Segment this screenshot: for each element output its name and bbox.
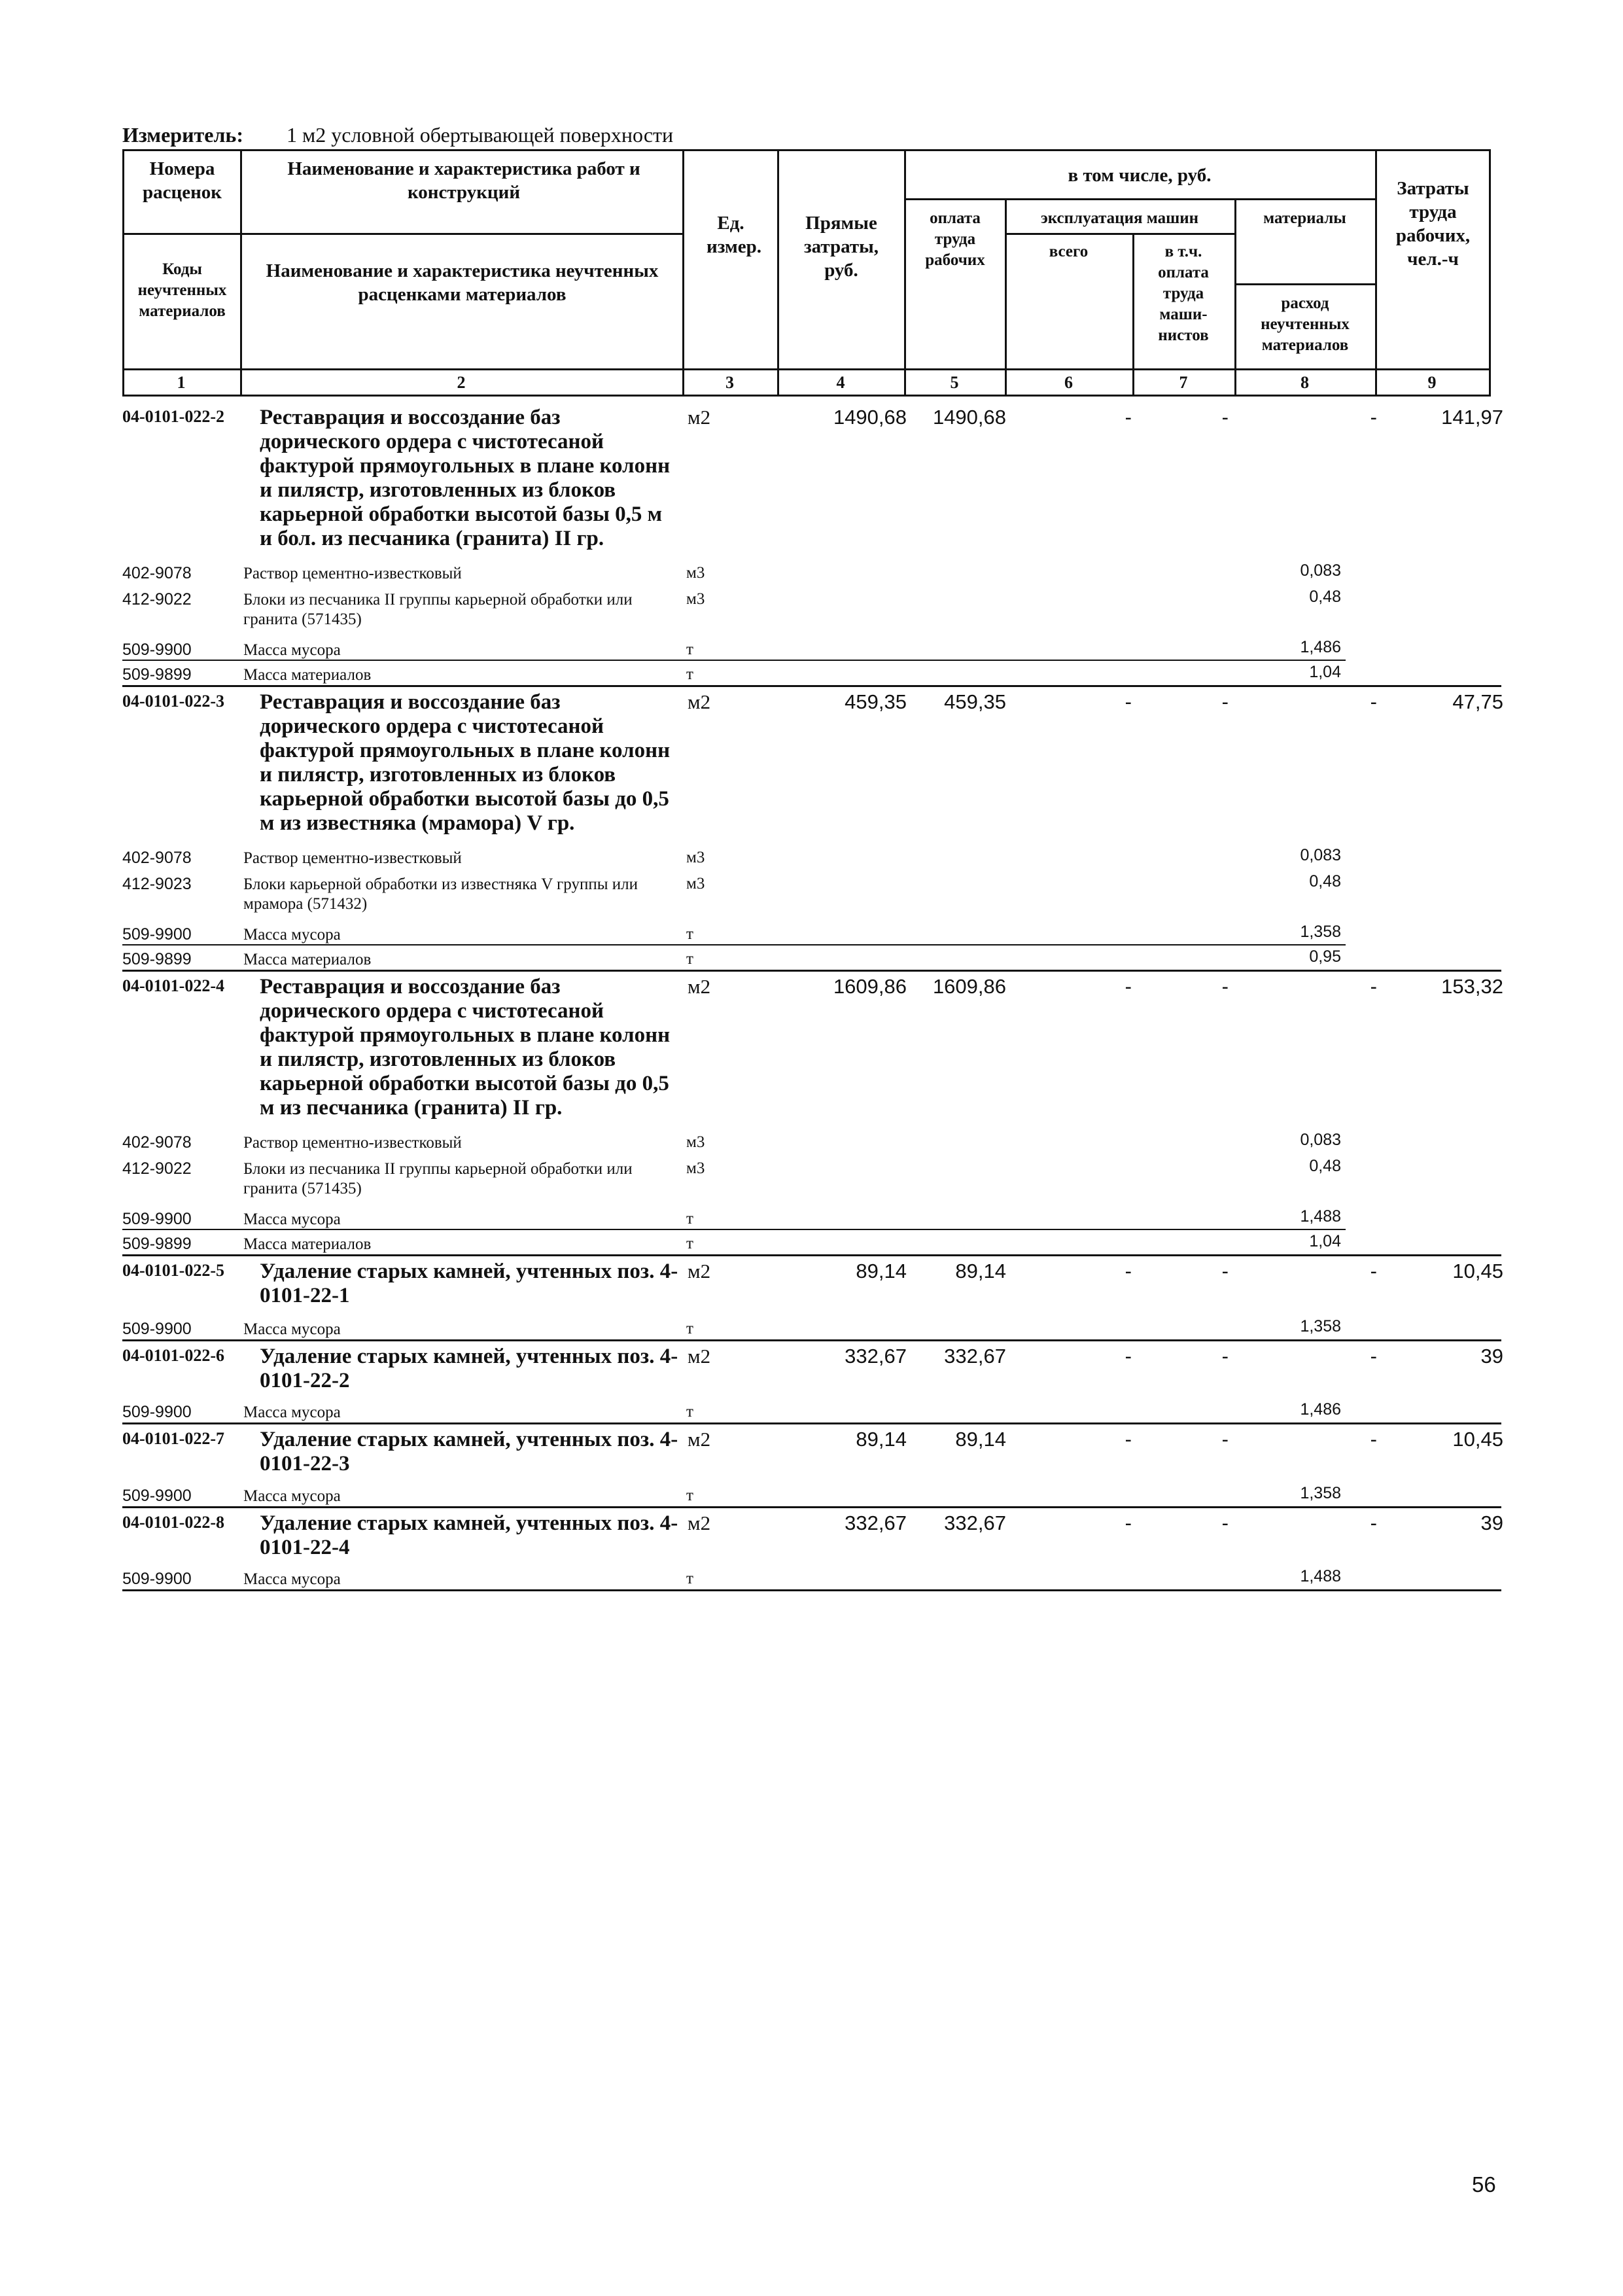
rate-machinist-pay: - (1221, 690, 1229, 713)
rate-description: Удаление старых камней, учтенных поз. 4-0101-22-3 (260, 1428, 678, 1475)
material-name: Масса мусора (243, 1404, 341, 1421)
rate-labor-pay: 1609,86 (932, 975, 1006, 998)
rate-labor-hours: 39 (1480, 1345, 1503, 1368)
material-name: Масса мусора (243, 926, 341, 944)
header-machinist-pay: в т.ч. оплата труда маши-нистов (1158, 243, 1209, 344)
material-qty: 1,04 (1309, 663, 1341, 681)
material-code: 509-9899 (122, 1235, 192, 1253)
header-including: в том числе, руб. (1068, 165, 1212, 186)
material-qty: 1,04 (1309, 1232, 1341, 1250)
material-unit: м3 (686, 1159, 705, 1177)
rate-unit: м2 (688, 1428, 711, 1451)
material-qty: 0,083 (1300, 561, 1341, 580)
material-code: 509-9900 (122, 1487, 192, 1505)
material-unit: м3 (686, 590, 705, 608)
rate-direct-costs: 332,67 (845, 1345, 907, 1368)
material-code: 412-9022 (122, 590, 192, 609)
rate-unit: м2 (688, 1345, 711, 1368)
rate-code: 04-0101-022-7 (122, 1429, 224, 1448)
material-unit: т (686, 641, 693, 658)
material-unit: т (686, 950, 693, 968)
rate-machinist-pay: - (1221, 1511, 1229, 1534)
rate-machines: - (1125, 690, 1132, 713)
rate-description: Удаление старых камней, учтенных поз. 4-0101-22-1 (260, 1260, 678, 1307)
material-unit: т (686, 665, 693, 683)
rate-code: 04-0101-022-5 (122, 1261, 224, 1280)
material-unit: м3 (686, 849, 705, 866)
material-unit: т (686, 1570, 693, 1587)
rate-labor-pay: 89,14 (955, 1428, 1006, 1451)
rate-labor-hours: 141,97 (1441, 406, 1503, 429)
rate-materials: - (1370, 1260, 1377, 1282)
col-num-1: 1 (177, 373, 186, 392)
material-qty: 1,488 (1300, 1207, 1341, 1226)
rate-description: Удаление старых камней, учтенных поз. 4-0101-22-4 (260, 1511, 678, 1559)
header-labor-pay: оплата труда рабочих (925, 209, 985, 269)
rate-machinist-pay: - (1221, 1428, 1229, 1451)
rate-labor-hours: 10,45 (1452, 1428, 1503, 1451)
rate-direct-costs: 1609,86 (833, 975, 907, 998)
rate-labor-hours: 47,75 (1452, 690, 1503, 713)
material-name: Масса материалов (243, 951, 372, 968)
rate-machinist-pay: - (1221, 975, 1229, 998)
col-num-7: 7 (1179, 373, 1188, 392)
header-material-consumption: расход неучтенных материалов (1261, 294, 1350, 354)
col-num-4: 4 (836, 373, 845, 392)
rate-labor-hours: 39 (1480, 1511, 1503, 1534)
meter-label: Измеритель: (122, 123, 243, 147)
header-materials: материалы (1263, 209, 1346, 227)
page-number: 56 (1472, 2172, 1496, 2197)
material-code: 509-9900 (122, 641, 192, 659)
rate-machines: - (1125, 1511, 1132, 1534)
material-code: 509-9899 (122, 665, 192, 684)
rate-code: 04-0101-022-8 (122, 1513, 224, 1532)
rate-labor-pay: 332,67 (944, 1345, 1006, 1368)
material-qty: 0,95 (1309, 947, 1341, 966)
material-unit: т (686, 1320, 693, 1337)
material-name: Раствор цементно-известковый (243, 1134, 462, 1152)
material-code: 509-9900 (122, 1403, 192, 1421)
col-num-2: 2 (457, 373, 466, 392)
material-code: 509-9900 (122, 1570, 192, 1588)
rate-machines: - (1125, 1345, 1132, 1368)
col-num-8: 8 (1300, 373, 1309, 392)
rate-code: 04-0101-022-2 (122, 407, 224, 426)
material-code: 509-9900 (122, 1320, 192, 1338)
material-name: Масса мусора (243, 1570, 341, 1588)
material-name: Масса мусора (243, 1487, 341, 1505)
rate-labor-hours: 153,32 (1441, 975, 1503, 998)
material-name: Блоки карьерной обработки из известняка V группы или мрамора (571432) (243, 875, 638, 913)
rate-labor-hours: 10,45 (1452, 1260, 1503, 1282)
material-code: 402-9078 (122, 564, 192, 582)
material-qty: 1,358 (1300, 1317, 1341, 1335)
material-unit: м3 (686, 564, 705, 582)
material-code: 412-9023 (122, 875, 192, 893)
material-name: Раствор цементно-известковый (243, 565, 462, 582)
rate-materials: - (1370, 1428, 1377, 1451)
material-unit: т (686, 925, 693, 943)
rate-machinist-pay: - (1221, 1345, 1229, 1368)
material-name: Масса мусора (243, 641, 341, 659)
meter-value: 1 м2 условной обертывающей поверхности (287, 123, 674, 147)
header-material-codes: Коды неучтенных материалов (137, 260, 227, 320)
rate-description: Реставрация и воссоздание баз дорического ордера с чистотесаной фактурой прямоугольных в плане колонн и пилястр, изготовленных из блоков карьерной обработки высотой базы до 0,5 м из песчаника (гранита) II гр. (260, 975, 671, 1120)
material-code: 412-9022 (122, 1159, 192, 1178)
header-rate-numbers: Номера расценок (143, 158, 222, 203)
material-name: Блоки из песчаника II группы карьерной обработки или гранита (571435) (243, 1160, 633, 1197)
material-unit: т (686, 1487, 693, 1504)
material-qty: 0,48 (1309, 1157, 1341, 1175)
material-name: Масса материалов (243, 1235, 372, 1253)
rate-description: Реставрация и воссоздание баз дорического ордера с чистотесаной фактурой прямоугольных в плане колонн и пилястр, изготовленных из блоков карьерной обработки высотой базы 0,5 м и бол. из песчаника (гранита) II гр. (260, 406, 671, 550)
header-material-name: Наименование и характеристика неучтенных расценками материалов (266, 260, 659, 305)
header-unit: Ед. измер. (707, 213, 761, 257)
rate-direct-costs: 459,35 (845, 690, 907, 713)
rate-unit: м2 (688, 406, 711, 429)
material-qty: 0,083 (1300, 1131, 1341, 1149)
rate-code: 04-0101-022-6 (122, 1346, 224, 1365)
material-qty: 0,083 (1300, 846, 1341, 864)
rate-unit: м2 (688, 690, 711, 713)
col-num-9: 9 (1427, 373, 1437, 392)
material-qty: 1,358 (1300, 923, 1341, 941)
rate-direct-costs: 89,14 (856, 1428, 907, 1451)
rate-materials: - (1370, 1511, 1377, 1534)
material-name: Блоки из песчаника II группы карьерной обработки или гранита (571435) (243, 591, 633, 628)
header-machines-total: всего (1049, 243, 1089, 260)
rate-description: Удаление старых камней, учтенных поз. 4-0101-22-2 (260, 1345, 678, 1392)
rate-labor-pay: 332,67 (944, 1511, 1006, 1534)
header-machines: эксплуатация машин (1040, 209, 1199, 227)
rate-machines: - (1125, 975, 1132, 998)
header-direct-costs: Прямые затраты, руб. (803, 213, 879, 281)
material-unit: т (686, 1403, 693, 1421)
material-code: 509-9900 (122, 1210, 192, 1228)
material-unit: м3 (686, 1133, 705, 1151)
rate-machines: - (1125, 1428, 1132, 1451)
rate-code: 04-0101-022-4 (122, 976, 224, 995)
material-qty: 1,486 (1300, 638, 1341, 656)
rate-machines: - (1125, 1260, 1132, 1282)
rate-direct-costs: 332,67 (845, 1511, 907, 1534)
rate-machinist-pay: - (1221, 406, 1229, 429)
rate-materials: - (1370, 406, 1377, 429)
col-num-3: 3 (725, 373, 734, 392)
rate-direct-costs: 1490,68 (833, 406, 907, 429)
material-code: 402-9078 (122, 849, 192, 867)
header-labor-hours: Затраты труда рабочих, чел.-ч (1395, 178, 1471, 270)
rate-description: Реставрация и воссоздание баз дорического ордера с чистотесаной фактурой прямоугольных в плане колонн и пилястр, изготовленных из блоков карьерной обработки высотой базы до 0,5 м из известняка (мрамора) V гр. (260, 690, 671, 835)
col-num-6: 6 (1064, 373, 1073, 392)
material-name: Масса мусора (243, 1210, 341, 1228)
rate-materials: - (1370, 1345, 1377, 1368)
material-qty: 1,488 (1300, 1567, 1341, 1585)
rate-labor-pay: 459,35 (944, 690, 1006, 713)
material-unit: т (686, 1210, 693, 1227)
material-unit: т (686, 1235, 693, 1252)
rate-unit: м2 (688, 975, 711, 998)
material-code: 509-9900 (122, 925, 192, 944)
rate-direct-costs: 89,14 (856, 1260, 907, 1282)
header-work-name: Наименование и характеристика работ и конструкций (287, 158, 640, 203)
material-qty: 1,486 (1300, 1400, 1341, 1419)
col-num-5: 5 (950, 373, 959, 392)
rate-code: 04-0101-022-3 (122, 692, 224, 711)
material-name: Раствор цементно-известковый (243, 849, 462, 867)
material-name: Масса материалов (243, 666, 372, 684)
rate-labor-pay: 1490,68 (932, 406, 1006, 429)
material-code: 402-9078 (122, 1133, 192, 1152)
rate-labor-pay: 89,14 (955, 1260, 1006, 1282)
material-qty: 1,358 (1300, 1484, 1341, 1502)
material-code: 509-9899 (122, 950, 192, 968)
rate-materials: - (1370, 690, 1377, 713)
material-unit: м3 (686, 875, 705, 892)
material-qty: 0,48 (1309, 588, 1341, 606)
rate-machines: - (1125, 406, 1132, 429)
material-name: Масса мусора (243, 1320, 341, 1338)
material-qty: 0,48 (1309, 872, 1341, 891)
rate-machinist-pay: - (1221, 1260, 1229, 1282)
rate-materials: - (1370, 975, 1377, 998)
rate-unit: м2 (688, 1260, 711, 1282)
rate-unit: м2 (688, 1511, 711, 1534)
